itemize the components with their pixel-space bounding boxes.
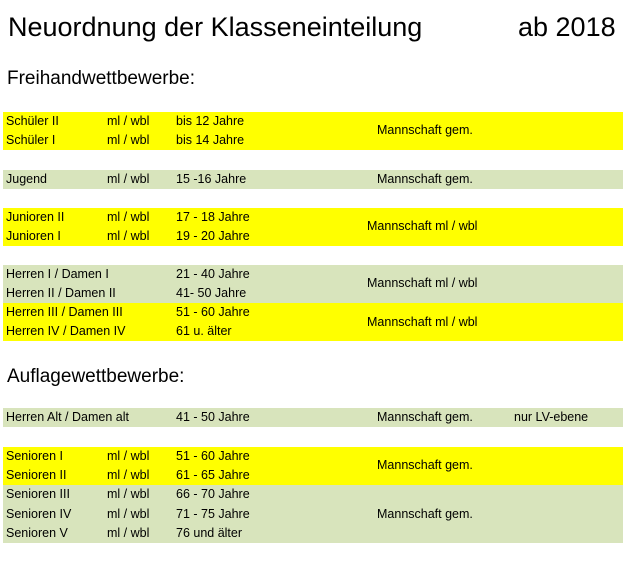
age-label: 21 - 40 Jahre [176, 267, 250, 281]
age-label: 66 - 70 Jahre [176, 487, 250, 501]
class-label: Senioren IV [6, 507, 72, 521]
class-label: Herren I / Damen I [6, 267, 109, 281]
band-schueler [3, 112, 623, 150]
gender-label: ml / wbl [107, 468, 150, 482]
age-label: bis 12 Jahre [176, 114, 245, 128]
band-junioren [3, 208, 623, 246]
class-label: Jugend [6, 172, 48, 186]
band-jugend [3, 170, 623, 189]
gender-label: ml / wbl [107, 229, 150, 243]
class-label: Senioren II [6, 468, 67, 482]
age-label: 76 und älter [176, 526, 243, 540]
team-label: Mannschaft ml / wbl [367, 276, 478, 290]
age-label: 41 - 50 Jahre [176, 410, 250, 424]
page-title: Neuordnung der Klasseneinteilung [8, 12, 423, 42]
class-label: Herren III / Damen III [6, 305, 123, 319]
age-label: 41- 50 Jahre [176, 286, 247, 300]
gender-label: ml / wbl [107, 210, 150, 224]
class-label: Junioren II [6, 210, 65, 224]
age-label: 17 - 18 Jahre [176, 210, 250, 224]
year-label: ab 2018 [518, 12, 616, 42]
class-label: Schüler I [6, 133, 56, 147]
class-label: Schüler II [6, 114, 59, 128]
class-label: Junioren I [6, 229, 61, 243]
gender-label: ml / wbl [107, 487, 150, 501]
gender-label: ml / wbl [107, 449, 150, 463]
team-label: Mannschaft ml / wbl [367, 315, 478, 329]
class-label: Herren Alt / Damen alt [6, 410, 129, 424]
age-label: 15 -16 Jahre [176, 172, 247, 186]
age-label: 61 - 65 Jahre [176, 468, 250, 482]
age-label: 71 - 75 Jahre [176, 507, 250, 521]
age-label: 51 - 60 Jahre [176, 449, 250, 463]
band-senioren-3-5 [3, 485, 623, 543]
gender-label: ml / wbl [107, 507, 150, 521]
gender-label: ml / wbl [107, 114, 150, 128]
class-label: Senioren V [6, 526, 68, 540]
section-heading-auflage: Auflagewettbewerbe: [7, 366, 185, 387]
class-label: Senioren III [6, 487, 70, 501]
age-label: 19 - 20 Jahre [176, 229, 250, 243]
team-label: Mannschaft ml / wbl [367, 219, 478, 233]
age-label: 51 - 60 Jahre [176, 305, 250, 319]
note-label: nur LV-ebene [514, 410, 589, 424]
team-label: Mannschaft gem. [377, 172, 473, 186]
age-label: 61 u. älter [176, 324, 232, 338]
age-label: bis 14 Jahre [176, 133, 245, 147]
team-label: Mannschaft gem. [377, 458, 473, 472]
gender-label: ml / wbl [107, 172, 150, 186]
gender-label: ml / wbl [107, 133, 150, 147]
team-label: Mannschaft gem. [377, 123, 473, 137]
band-senioren-1-2 [3, 447, 623, 485]
gender-label: ml / wbl [107, 526, 150, 540]
team-label: Mannschaft gem. [377, 507, 473, 521]
class-label: Herren II / Damen II [6, 286, 116, 300]
class-label: Senioren I [6, 449, 63, 463]
team-label: Mannschaft gem. [377, 410, 473, 424]
section-heading-freihand: Freihandwettbewerbe: [7, 68, 195, 89]
class-label: Herren IV / Damen IV [6, 324, 126, 338]
